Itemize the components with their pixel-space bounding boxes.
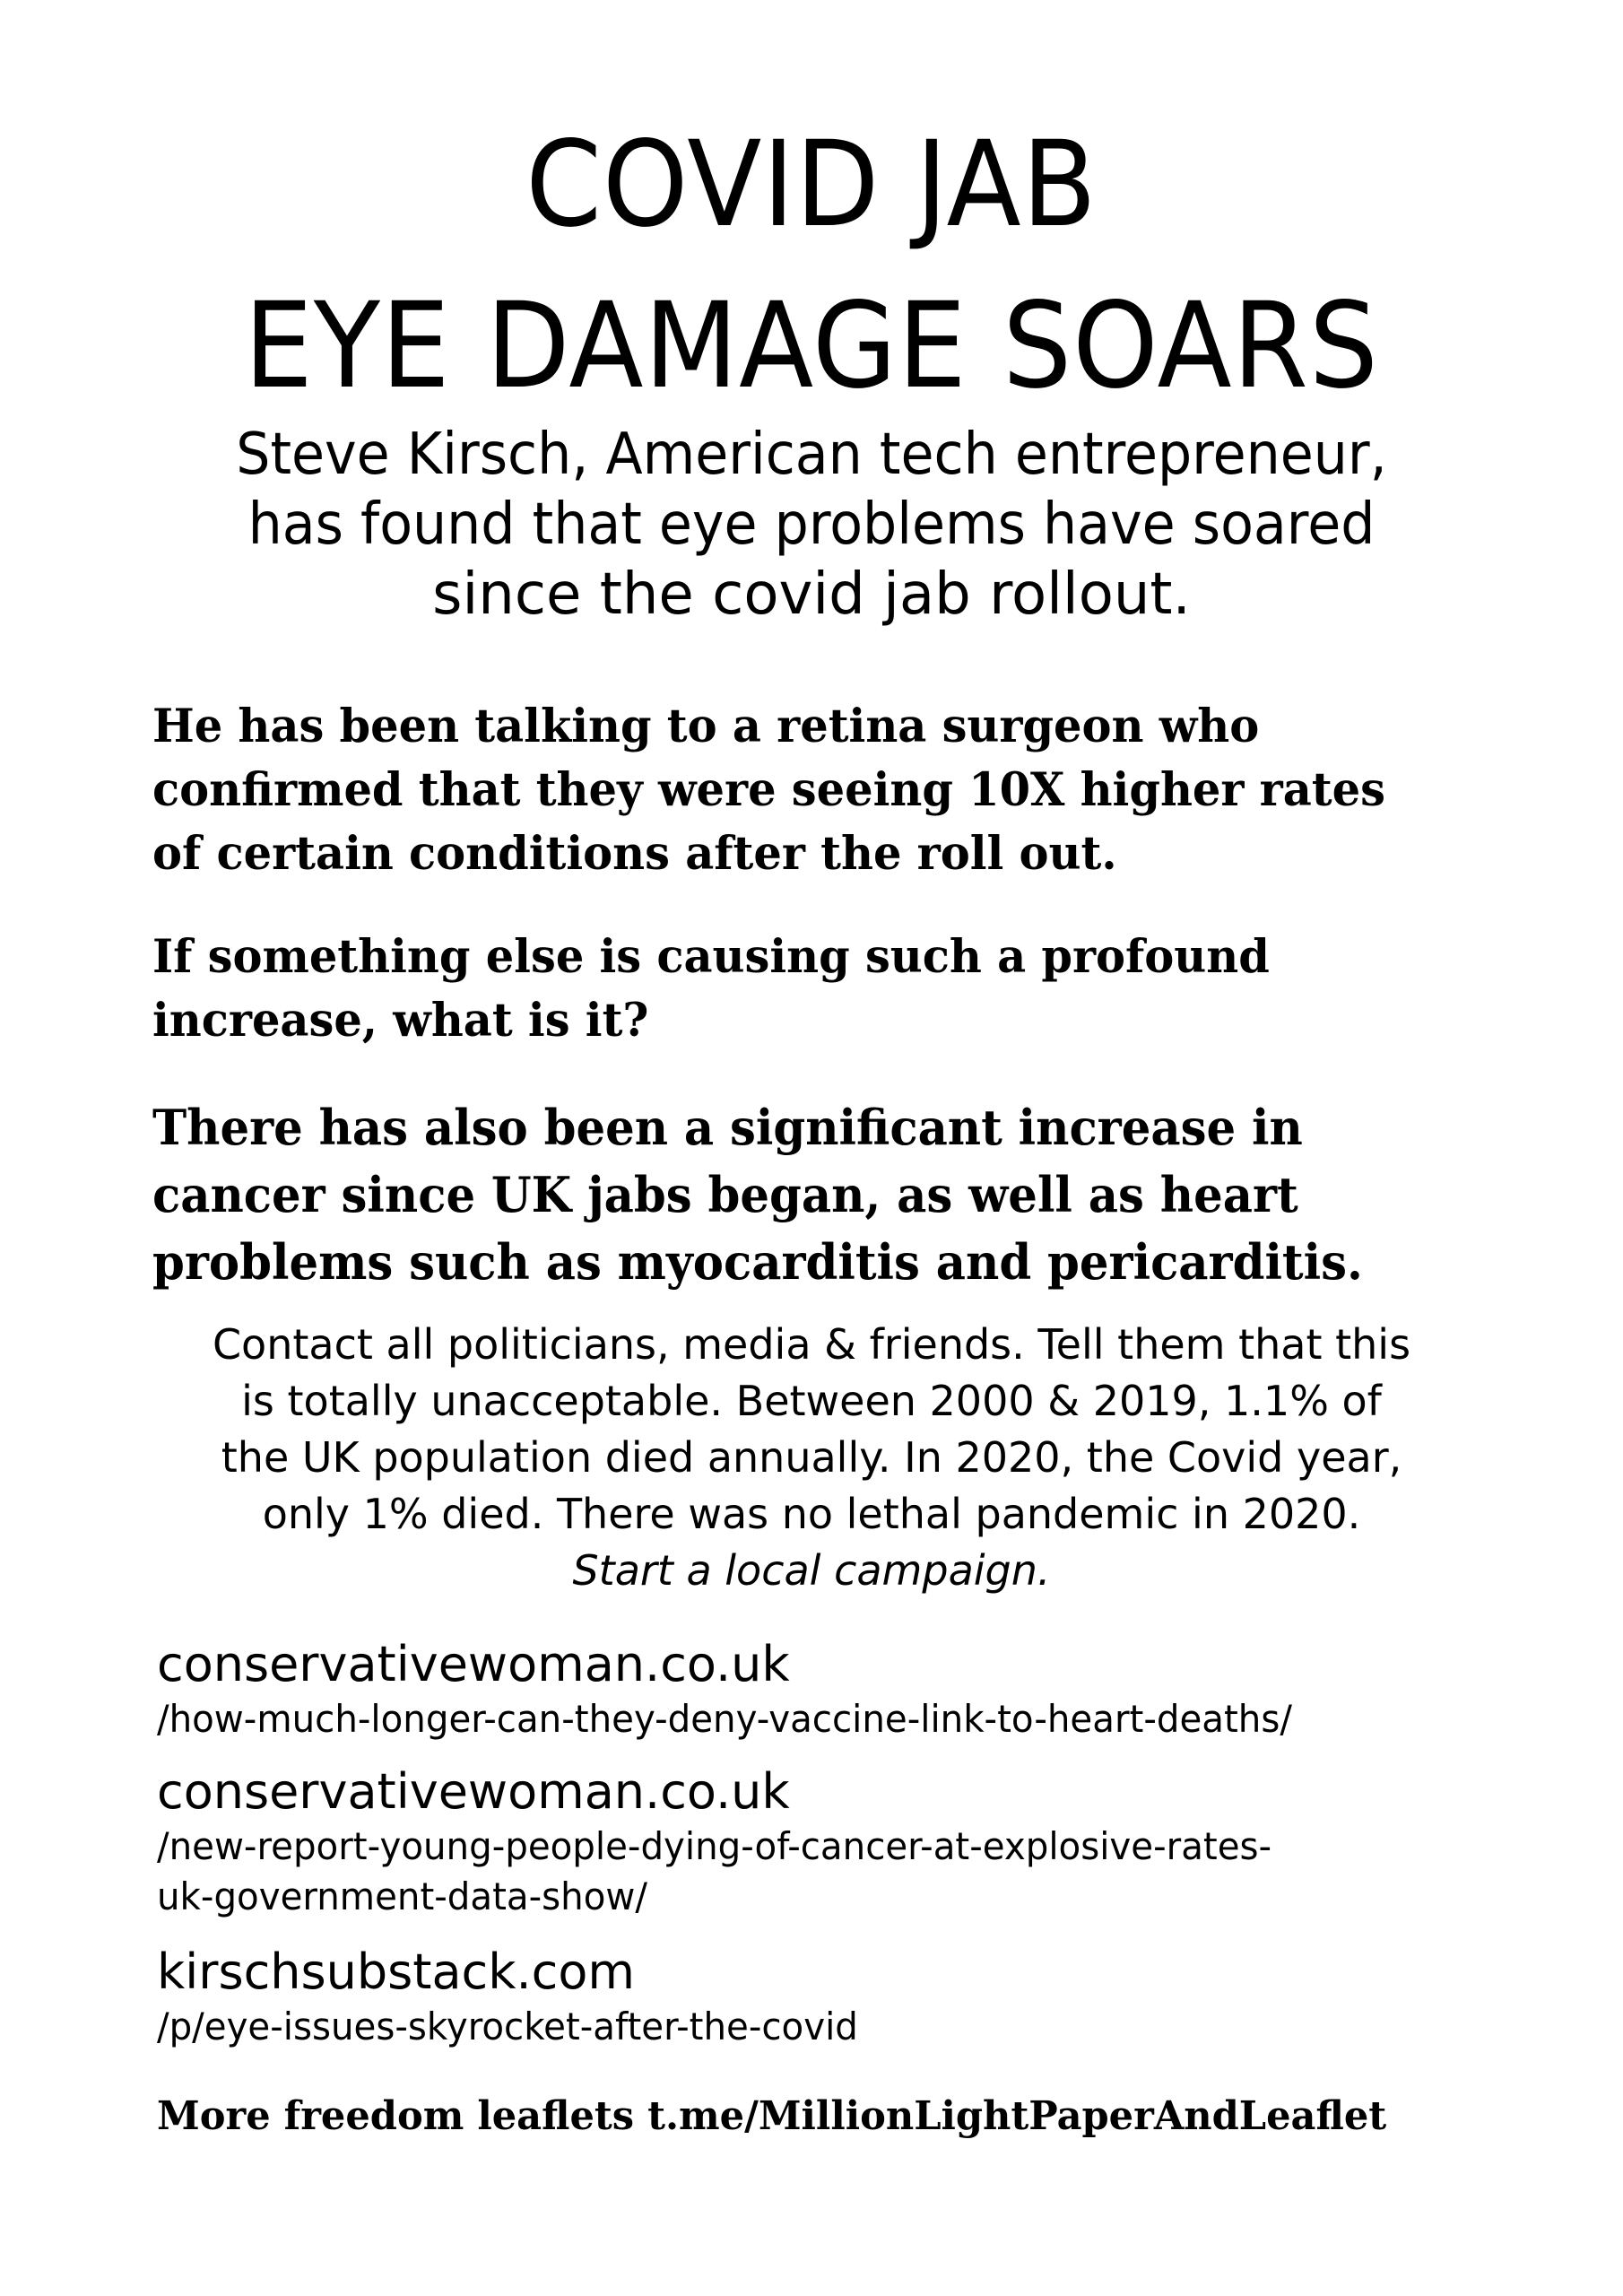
- link-path: /p/eye-issues-skyrocket-after-the-covid: [157, 2005, 858, 2048]
- paragraph-line: He has been talking to a retina surgeon who: [152, 700, 1260, 753]
- paragraph-line: There has also been a significant increase in: [152, 1099, 1303, 1156]
- paragraph-cancer-heart: [152, 1094, 1515, 1296]
- intro-text: [81, 420, 1542, 630]
- link-domain: conservativewoman.co.uk: [157, 1763, 790, 1820]
- headline-line-1: COVID JAB: [525, 116, 1098, 254]
- contact-line: is totally unacceptable. Between 2000 & 2019, 1.1% of: [241, 1377, 1382, 1425]
- link-domain: kirschsubstack.com: [157, 1944, 636, 2000]
- intro-line: since the covid jab rollout.: [432, 561, 1191, 628]
- paragraph-line: increase, what is it?: [152, 994, 649, 1048]
- paragraph-line: of certain conditions after the roll out.: [152, 827, 1117, 881]
- contact-line: Contact all politicians, media & friends. Tell them that this: [212, 1320, 1411, 1369]
- headline-line-2: EYE DAMAGE SOARS: [244, 277, 1379, 415]
- contact-line: only 1% died. There was no lethal pandemic in 2020.: [262, 1490, 1361, 1538]
- paragraph-question: [152, 926, 1515, 1053]
- link-path: uk-government-data-show/: [157, 1874, 647, 1918]
- source-link-cancer-report: [157, 1762, 1318, 1922]
- intro-line: Steve Kirsch, American tech entrepreneur,: [236, 422, 1387, 488]
- contact-line: the UK population died annually. In 2020, the Covid year,: [221, 1433, 1402, 1482]
- paragraph-line: confirmed that they were seeing 10X higher rates: [152, 763, 1385, 817]
- paragraph-line: cancer since UK jabs began, as well as heart: [152, 1166, 1298, 1223]
- intro-line: has found that eye problems have soared: [247, 491, 1376, 558]
- source-link-eye-issues: [157, 1943, 887, 2052]
- footer-more-leaflets: More freedom leaflets t.me/MillionLightPaperAndLeaflet: [157, 2093, 1387, 2139]
- link-path: /how-much-longer-can-they-deny-vaccine-link-to-heart-deaths/: [157, 1697, 1292, 1741]
- paragraph-line: problems such as myocarditis and pericarditis.: [152, 1233, 1363, 1291]
- contact-paragraph: [90, 1317, 1533, 1599]
- source-link-heart-deaths: [157, 1635, 1340, 1744]
- link-domain: conservativewoman.co.uk: [157, 1636, 790, 1692]
- paragraph-line: If something else is causing such a profound: [152, 930, 1270, 984]
- campaign-call-to-action: Start a local campaign.: [572, 1546, 1051, 1595]
- link-path: /new-report-young-people-dying-of-cancer-at-explosive-rates-: [157, 1824, 1272, 1868]
- paragraph-retina-surgeon: [152, 695, 1515, 886]
